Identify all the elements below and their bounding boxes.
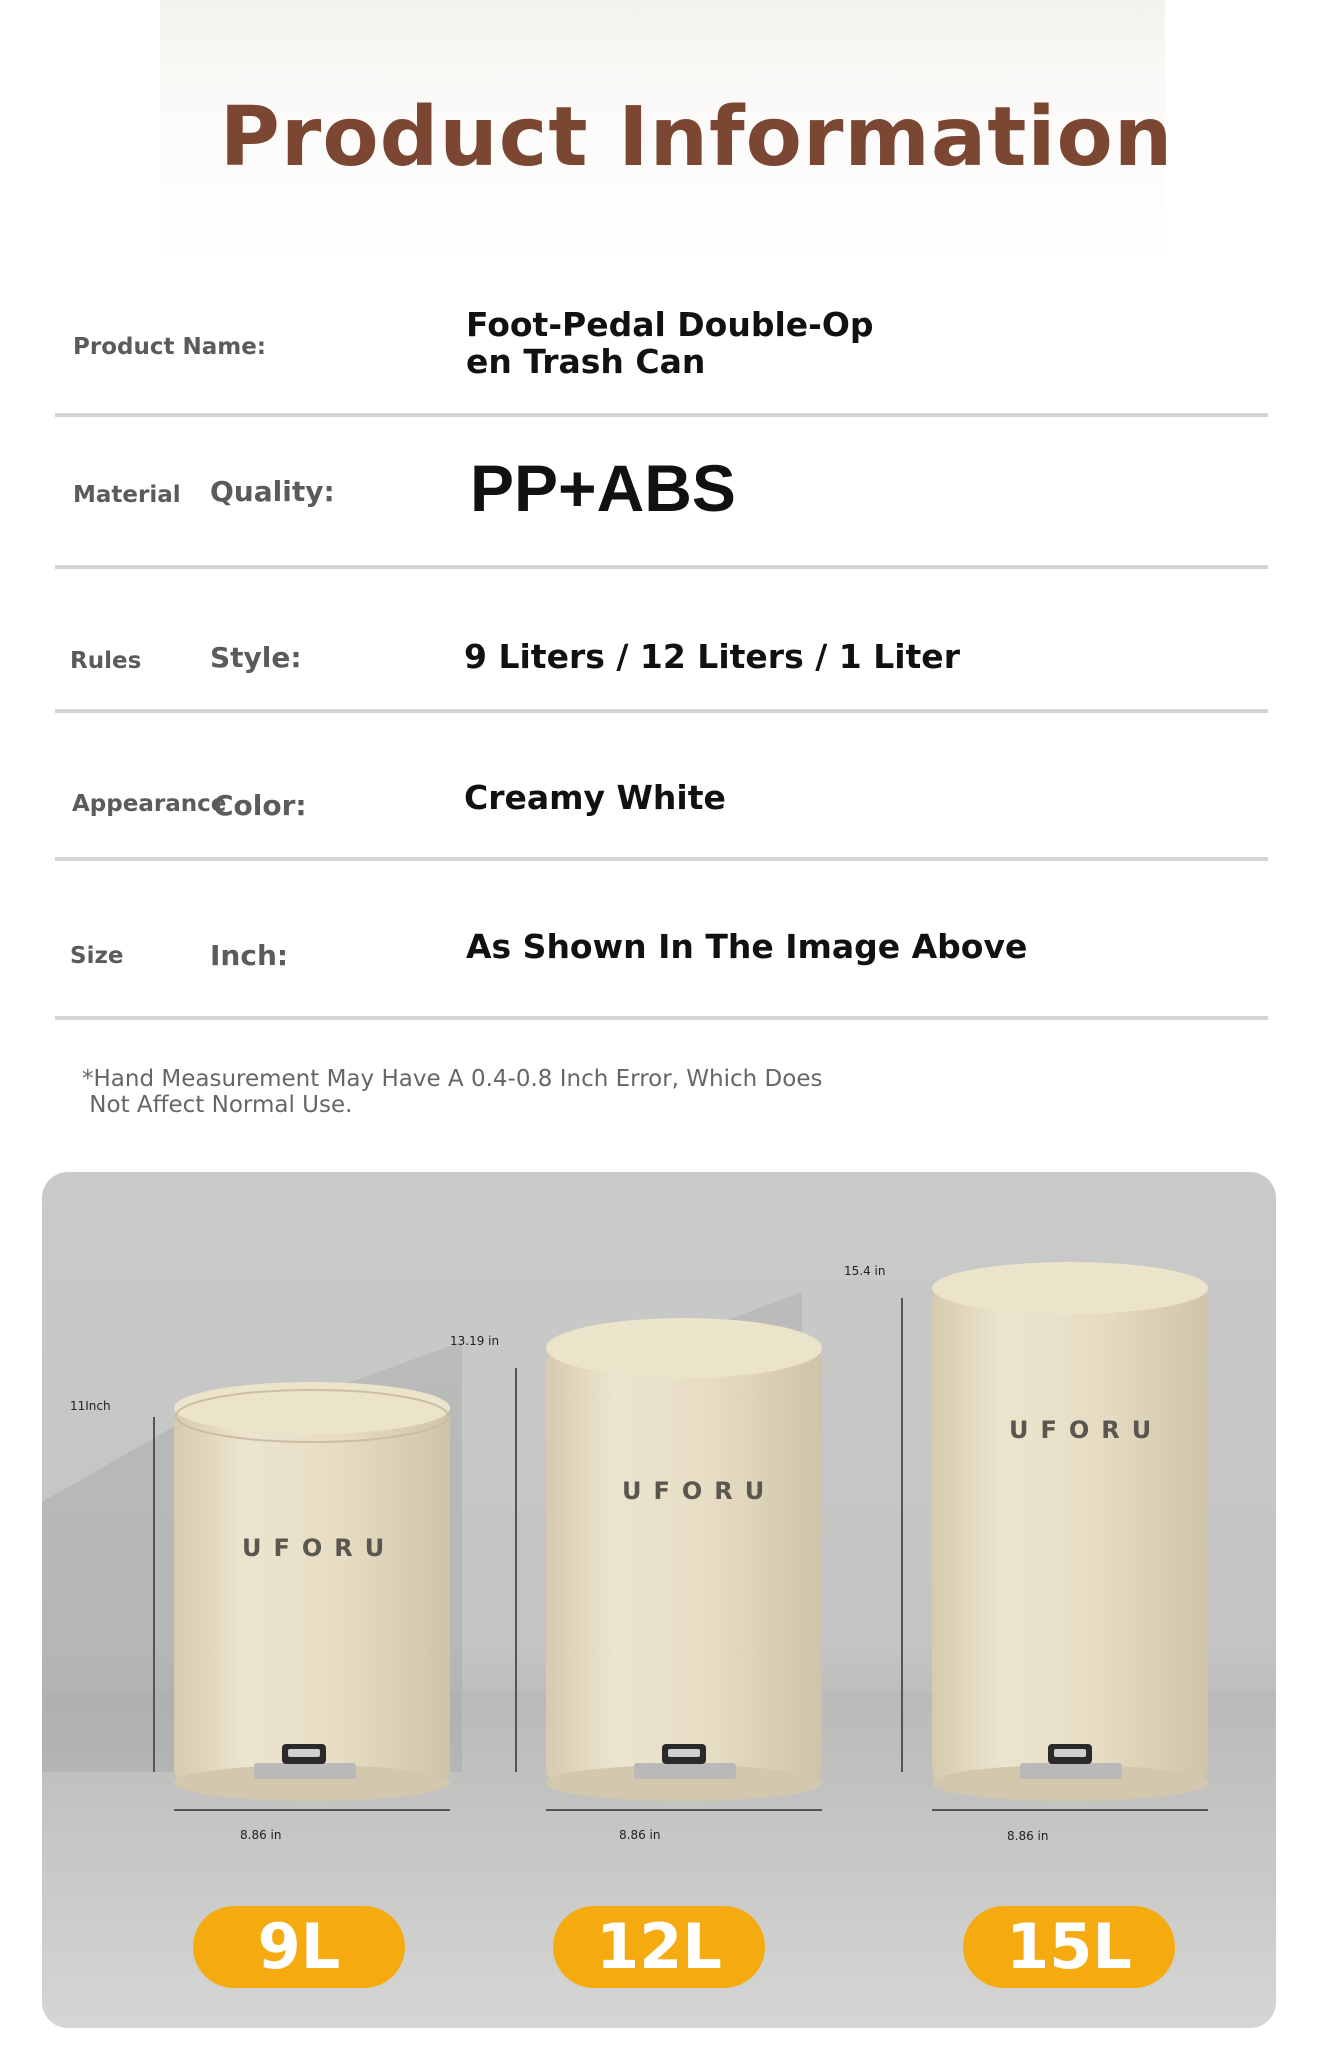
width-label-15l: 8.86 in [1007,1829,1049,1843]
trash-cans-illustration [42,1172,1276,2028]
row-divider [55,1016,1268,1020]
measurement-note [82,1066,822,1118]
row-divider [55,565,1268,569]
inch-label: Inch: [210,939,289,972]
appearance-label: Appearance [72,791,227,817]
color-label: Color: [213,789,307,822]
page-title: Product Information [219,90,1174,185]
material-label: Material [73,482,181,508]
product-name-value-line2: en Trash Can [466,342,706,381]
width-label-12l: 8.86 in [619,1828,661,1842]
product-name-label: Product Name: [73,334,267,360]
style-value: 9 Liters / 12 Liters / 1 Liter [464,637,960,676]
capacity-badge-12l: 12L [553,1906,765,1988]
brand-logo-9l: UFORU [242,1534,397,1562]
material-value: PP+ABS [470,451,736,525]
height-label-9l: 11Inch [70,1399,111,1413]
style-label: Style: [210,641,302,674]
quality-label: Quality: [210,475,335,508]
row-divider [55,709,1268,713]
can-9l [174,1382,450,1801]
size-value: As Shown In The Image Above [466,927,1028,966]
product-name-value-line1: Foot-Pedal Double-Op [466,305,874,344]
note-line-2: Not Affect Normal Use. [82,1092,353,1118]
note-line-1: *Hand Measurement May Have A 0.4-0.8 Inch Error, Which Does [82,1066,823,1092]
can-15l [932,1262,1208,1801]
color-value: Creamy White [464,778,726,817]
product-photo [42,1172,1276,2028]
capacity-badge-15l: 15L [963,1906,1175,1988]
can-12l [546,1318,822,1801]
size-label: Size [70,943,124,969]
height-label-15l: 15.4 in [844,1264,886,1278]
rules-label: Rules [70,648,142,674]
height-label-12l: 13.19 in [450,1334,500,1348]
row-divider [55,413,1268,417]
brand-logo-15l: UFORU [1009,1416,1164,1444]
capacity-badge-9l: 9L [193,1906,405,1988]
brand-logo-12l: UFORU [622,1477,777,1505]
width-label-9l: 8.86 in [240,1828,282,1842]
row-divider [55,857,1268,861]
